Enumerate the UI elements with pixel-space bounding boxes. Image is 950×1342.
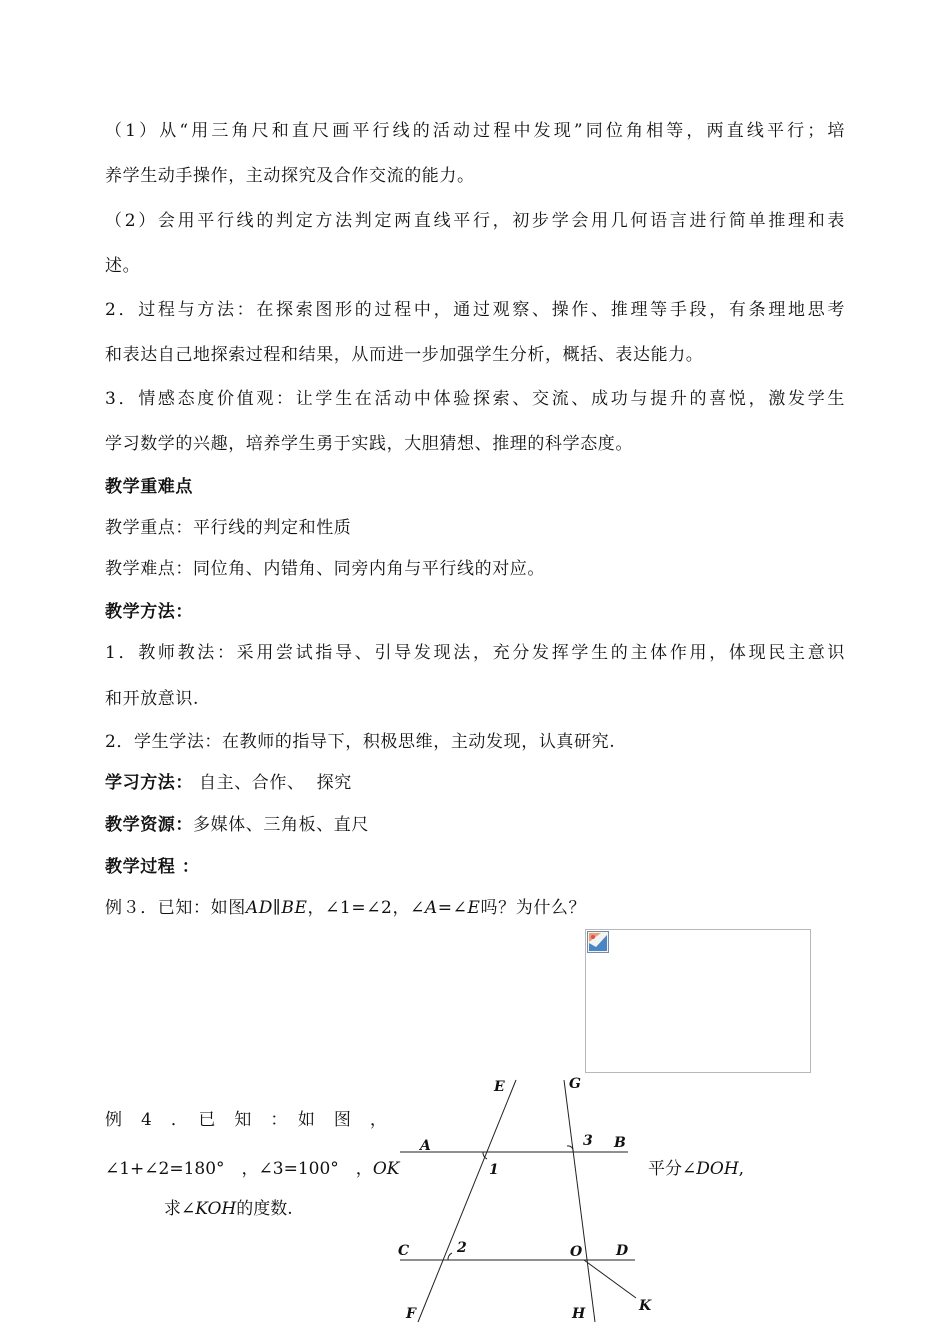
teaching-focus: 教学重点：平行线的判定和性质 bbox=[105, 518, 352, 538]
example-4-doh: DOH bbox=[696, 1159, 739, 1179]
example-4-question bbox=[164, 1194, 293, 1219]
label-angle-1: 1 bbox=[489, 1162, 499, 1178]
label-d: D bbox=[616, 1243, 629, 1259]
methods-heading: 教学方法： bbox=[105, 602, 193, 622]
label-angle-3: 3 bbox=[583, 1133, 593, 1149]
broken-image-icon bbox=[587, 931, 609, 953]
resources-label: 教学资源： bbox=[105, 815, 193, 835]
example-4-bisect-label: 平分∠ bbox=[648, 1159, 697, 1179]
example-3-prefix: 例３．已知：如图 bbox=[105, 898, 246, 918]
label-e: E bbox=[494, 1079, 505, 1095]
objective-2-line-1: （2）会用平行线的判定方法判定两直线平行，初步学会用几何语言进行简单推理和表 bbox=[105, 211, 845, 231]
example-3-suffix: 吗？为什么？ bbox=[480, 898, 587, 918]
label-b: B bbox=[614, 1135, 626, 1151]
process-heading: 教学过程 ： bbox=[105, 857, 200, 877]
line-ef bbox=[418, 1080, 516, 1322]
learning-method bbox=[105, 768, 845, 793]
key-points-heading: 教学重难点 bbox=[105, 477, 193, 497]
label-k: K bbox=[639, 1298, 652, 1314]
teacher-method-line-2: 和开放意识. bbox=[105, 689, 200, 709]
label-angle-2: 2 bbox=[457, 1240, 467, 1256]
example-3-angle-a: ∠A bbox=[410, 898, 438, 918]
teaching-resources bbox=[105, 810, 845, 835]
example-3-e: E bbox=[467, 898, 481, 918]
label-h: H bbox=[572, 1306, 586, 1322]
example-4-koh: KOH bbox=[195, 1199, 237, 1219]
example-3-angles: ，∠1=∠2， bbox=[307, 898, 411, 918]
example-4-line-2 bbox=[105, 1154, 399, 1179]
objective-1-line-1: （1）从“用三角尺和直尺画平行线的活动过程中发现”同位角相等，两直线平行；培 bbox=[105, 121, 845, 141]
example-3 bbox=[105, 893, 845, 918]
example-4-given: ∠1+∠2=180° ，∠3=100° ， bbox=[105, 1159, 373, 1179]
example-4-comma: , bbox=[738, 1159, 745, 1179]
label-f: F bbox=[406, 1306, 416, 1322]
objective-1-line-2: 养学生动手操作，主动探究及合作交流的能力。 bbox=[105, 166, 475, 186]
example-4-ok: OK bbox=[372, 1159, 400, 1179]
ray-ok bbox=[584, 1260, 636, 1298]
learning-method-value: 自主、合作、 探究 bbox=[193, 773, 352, 793]
teacher-method-line-1: 1．教师教法：采用尝试指导、引导发现法，充分发挥学生的主体作用，体现民主意识 bbox=[105, 643, 845, 663]
example-4-question-suffix: 的度数. bbox=[236, 1199, 293, 1219]
teaching-difficulty: 教学难点：同位角、内错角、同旁内角与平行线的对应。 bbox=[105, 559, 545, 579]
emotion-attitude-line-2: 学习数学的兴趣，培养学生勇于实践，大胆猜想、推理的科学态度。 bbox=[105, 434, 633, 454]
process-method-line-2: 和表达自己地探索过程和结果，从而进一步加强学生分析，概括、表达能力。 bbox=[105, 345, 704, 365]
resources-value: 多媒体、三角板、直尺 bbox=[193, 815, 369, 835]
line-gh bbox=[564, 1080, 595, 1322]
process-method-line-1: 2．过程与方法：在探索图形的过程中，通过观察、操作、推理等手段，有条理地思考 bbox=[105, 300, 845, 320]
learning-method-label: 学习方法： bbox=[105, 773, 193, 793]
missing-image-placeholder bbox=[585, 929, 811, 1073]
emotion-attitude-line-1: 3．情感态度价值观：让学生在活动中体验探索、交流、成功与提升的喜悦，激发学生 bbox=[105, 389, 845, 409]
label-a: A bbox=[420, 1138, 431, 1154]
example-3-eq: =∠ bbox=[437, 898, 468, 918]
angle-2-arc bbox=[448, 1253, 452, 1260]
example-3-given: AD∥BE bbox=[245, 898, 308, 918]
label-g: G bbox=[569, 1076, 581, 1092]
example-4-line-1: 例 4 ． 已 知 ： 如 图 ， bbox=[105, 1110, 388, 1130]
objective-2-line-2: 述。 bbox=[105, 256, 141, 276]
label-o: O bbox=[570, 1244, 583, 1260]
example-4-figure bbox=[390, 1070, 670, 1332]
label-c: C bbox=[398, 1243, 410, 1259]
student-method: 2．学生学法：在教师的指导下，积极思维，主动发现，认真研究. bbox=[105, 732, 616, 752]
example-4-question-prefix: 求∠ bbox=[164, 1199, 196, 1219]
